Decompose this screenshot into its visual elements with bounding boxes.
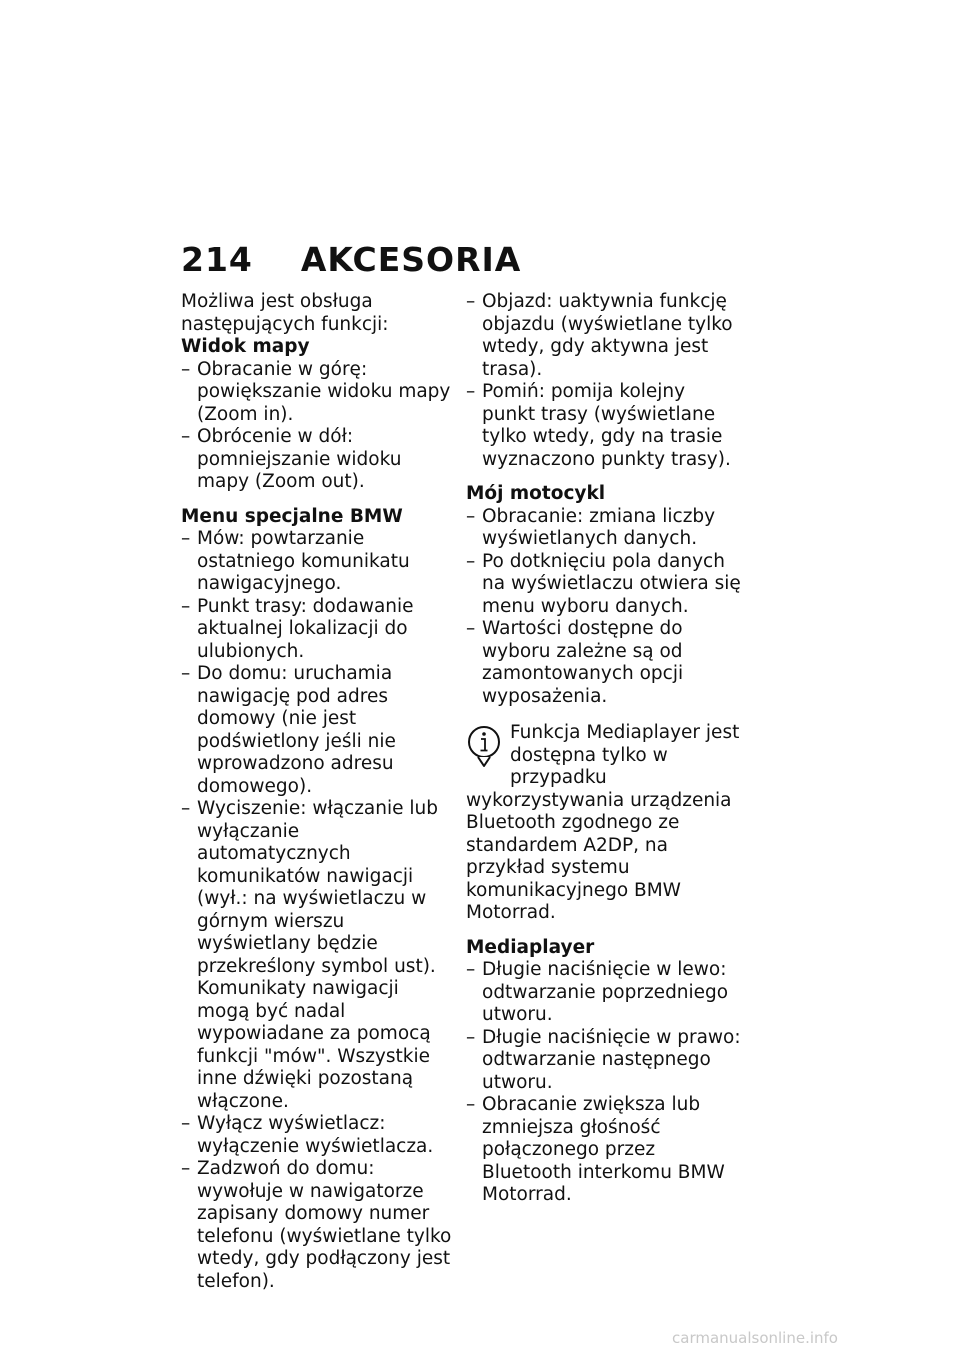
menu-list bbox=[181, 528, 456, 1293]
list-item: – Po dotknięciu pola danych na wyświetlaczu otwiera się menu wyboru danych. bbox=[466, 551, 741, 619]
list-item: – Obrócenie w dół: pomniejszanie widoku mapy (Zoom out). bbox=[181, 426, 456, 494]
motorcycle-heading: Mój motocykl bbox=[466, 483, 606, 504]
list-item: – Punkt trasy: dodawanie aktualnej lokalizacji do ulubionych. bbox=[181, 596, 456, 664]
mediaplayer-list bbox=[466, 959, 741, 1207]
list-item: – Długie naciśnięcie w lewo: odtwarzanie poprzedniego utworu. bbox=[466, 959, 741, 1027]
watermark: carmanualsonline.info bbox=[672, 1329, 838, 1347]
page-number: 214 bbox=[181, 240, 253, 279]
list-item: – Wyciszenie: włączanie lub wyłączanie automatycznych komunikatów nawigacji (wył.: na wyświetlaczu w górnym wierszu wyświetlany będzie przekreślony symbol ust). Komunikaty nawigacji mogą być nadal wypowiadane za pomocą funkcji "mów". Wszystkie inne dźwięki pozostaną włączone. bbox=[181, 798, 456, 1113]
list-item: – Wartości dostępne do wyboru zależne są od zamontowanych opcji wyposażenia. bbox=[466, 618, 741, 708]
info-icon bbox=[466, 724, 502, 768]
intro-text: Możliwa jest obsługa następujących funkcji: bbox=[181, 291, 389, 335]
list-item: – Obracanie: zmiana liczby wyświetlanych danych. bbox=[466, 506, 741, 551]
list-item: – Długie naciśnięcie w prawo: odtwarzanie następnego utworu. bbox=[466, 1027, 741, 1095]
list-item: – Objazd: uaktywnia funkcję objazdu (wyświetlane tylko wtedy, gdy aktywna jest trasa). bbox=[466, 291, 741, 381]
list-item: – Pomiń: pomija kolejny punkt trasy (wyświetlane tylko wtedy, gdy na trasie wyznaczono punkty trasy). bbox=[466, 381, 741, 471]
mediaplayer-heading: Mediaplayer bbox=[466, 936, 595, 958]
list-item: – Wyłącz wyświetlacz: wyłączenie wyświetlacza. bbox=[181, 1113, 456, 1158]
list-item: – Do domu: uruchamia nawigację pod adres domowy (nie jest podświetlony jeśli nie wprowadzono adresu domowego). bbox=[181, 663, 456, 798]
info-note bbox=[466, 722, 741, 925]
menu-list-continued bbox=[466, 291, 741, 471]
map-heading: Widok mapy bbox=[181, 336, 310, 357]
page-title: AKCESORIA bbox=[300, 240, 522, 279]
motorcycle-list bbox=[466, 506, 741, 709]
map-list bbox=[181, 359, 456, 494]
right-column bbox=[466, 291, 741, 1207]
list-item: – Mów: powtarzanie ostatniego komunikatu nawigacyjnego. bbox=[181, 528, 456, 596]
list-item: – Obracanie w górę: powiększanie widoku mapy (Zoom in). bbox=[181, 359, 456, 427]
list-item: – Zadzwoń do domu: wywołuje w nawigatorze zapisany domowy numer telefonu (wyświetlane tylko wtedy, gdy podłączony jest telefon). bbox=[181, 1158, 456, 1293]
left-column bbox=[181, 291, 456, 1293]
list-item: – Obracanie zwiększa lub zmniejsza głośność połączonego przez Bluetooth interkomu BMW Motorrad. bbox=[466, 1094, 741, 1207]
menu-heading: Menu specjalne BMW bbox=[181, 505, 403, 527]
note-text: Funkcja Mediaplayer jest dostępna tylko w przypadku wykorzystywania urządzenia Bluetooth zgodnego ze standardem A2DP, na przykład systemu komunikacyjnego BMW Motorrad. bbox=[466, 722, 740, 923]
page-header bbox=[181, 240, 521, 279]
